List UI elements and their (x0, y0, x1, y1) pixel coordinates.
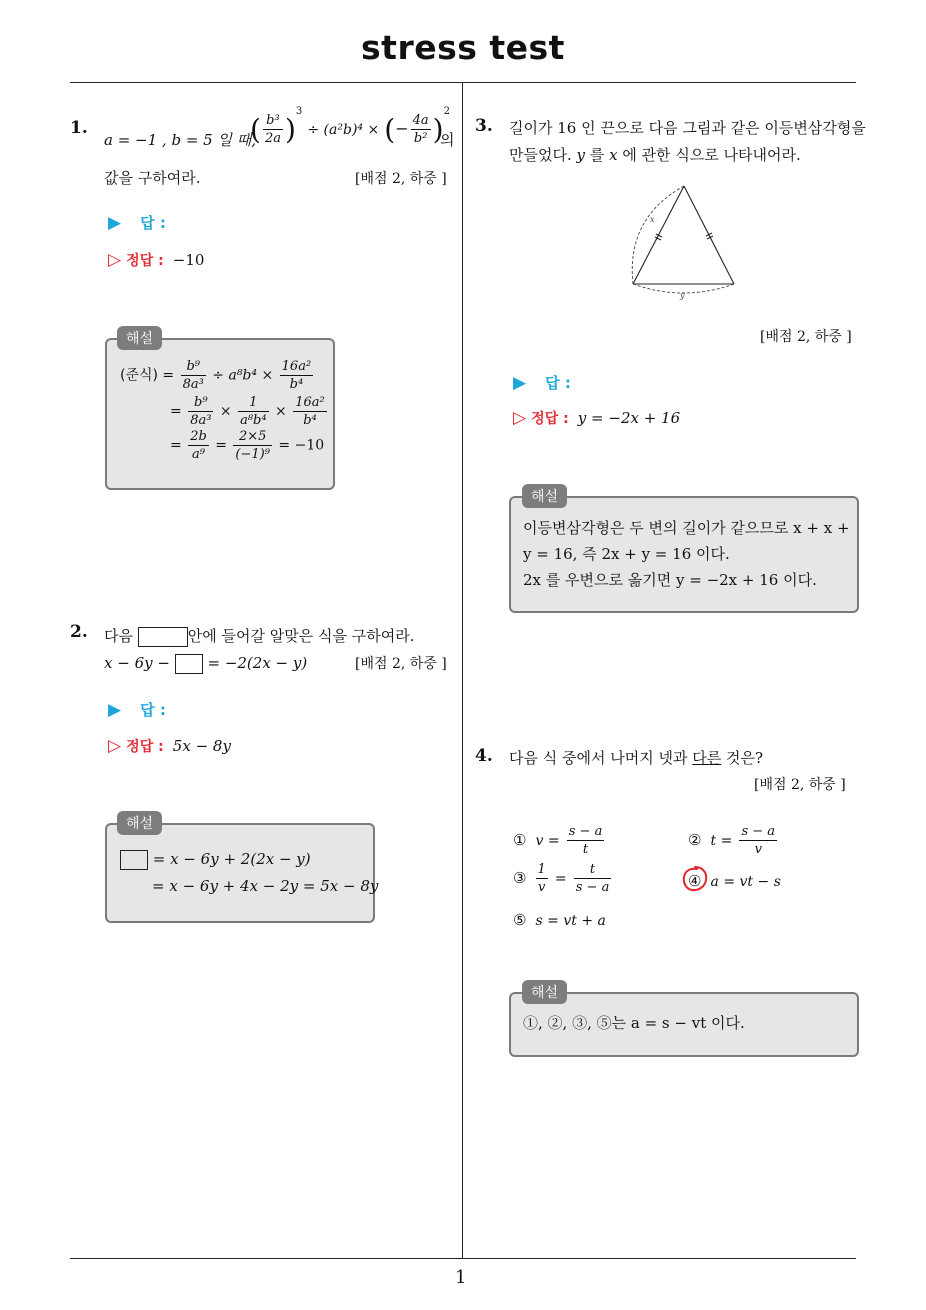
q2-explain-blank-box (120, 850, 148, 870)
answer-arrow-icon: ▶ (108, 700, 122, 720)
q1-score: [배점 2, 하중 ] (355, 171, 447, 187)
q2-explain-box (105, 823, 375, 923)
q4-number: 4. (475, 746, 493, 766)
q3-number: 3. (475, 116, 493, 136)
page-number: 1 (455, 1267, 467, 1288)
q1-key-value: −10 (172, 251, 205, 269)
fig-x-label: x (650, 215, 655, 224)
column-divider (462, 83, 463, 1259)
q1-number: 1. (70, 118, 88, 138)
q1-key-row (108, 250, 204, 270)
q4-score: [배점 2, 하중 ] (754, 777, 846, 793)
fig-y-label: y (680, 291, 685, 300)
q4-option-2[interactable]: ② t = $\frac{s - a}{v}$ (688, 824, 776, 857)
q2-key-value: 5x − 8y (172, 737, 231, 755)
q3-key-value: y = −2x + 16 (577, 409, 681, 427)
q1-explain-row1: (준식) = $\frac{\text{b⁹}}{\text{8a³}}$ ÷ a⁸b⁴ × $\frac{\text{16a²}}{\text{b⁴}}$ (120, 359, 312, 392)
footer-rule (70, 1258, 856, 1259)
q2-answer-label: 답 : (140, 701, 166, 719)
q1-key-label: 정답 : (126, 253, 164, 269)
q1-condition: a = −1 , b = 5 일 때, (104, 131, 256, 149)
q4-line1: 다음 식 중에서 나머지 넷과 다른 것은? (509, 749, 764, 767)
key-arrow-icon: ▷ (108, 250, 122, 270)
q2-explain-line2: = x − 6y + 4x − 2y = 5x − 8y (152, 877, 379, 895)
q2-line2: x − 6y − = −2(2x − y) (104, 654, 308, 672)
q1-expression: ( $\frac{\text{b³}}{2a}$ )$^3$ ÷ (a²b)⁴ × (− $\frac{4a}{\text{b²}}$ )$^2$ (250, 105, 450, 146)
q3-answer-row (513, 372, 571, 393)
answer-arrow-icon: ▶ (513, 373, 527, 393)
q2-answer-row (108, 699, 166, 720)
q1-answer-label: 답 : (140, 214, 166, 232)
page-title: stress test (361, 28, 565, 67)
header-rule (70, 82, 856, 83)
q1-line2: 값을 구하여라. (104, 169, 201, 187)
q2-explain-tag: 해설 (117, 811, 162, 835)
q2-key-row (108, 736, 231, 756)
key-arrow-icon: ▷ (513, 408, 527, 428)
q1-explain-tag: 해설 (117, 326, 162, 350)
q1-explain-row3: = $\frac{2b}{\text{a⁹}}$ = $\frac{2\times 5}{\text{(−1)⁹}}$ = −10 (170, 429, 325, 462)
q4-option-4[interactable]: ④ a = vt − s (688, 872, 781, 890)
key-arrow-icon: ▷ (108, 736, 122, 756)
q3-line1: 길이가 16 인 끈으로 다음 그림과 같은 이등변삼각형을 (509, 119, 866, 137)
q4-option-3[interactable]: ③ $\frac{1}{v}$ = $\frac{t}{s - a}$ (513, 862, 610, 895)
q3-triangle-figure (620, 178, 750, 302)
q1-explain-row2: = $\frac{\text{b⁹}}{\text{8a³}}$ × $\frac{1}{\text{a⁸b⁴}}$ × $\frac{\text{16a²}}{\text{b⁴}}$ (170, 395, 325, 428)
q3-line2: 만들었다. y 를 x 에 관한 식으로 나타내어라. (509, 146, 801, 164)
q2-line1: 다음 안에 들어갈 알맞은 식을 구하여라. (104, 627, 415, 645)
q3-explain-line3: 2x 를 우변으로 옮기면 y = −2x + 16 이다. (523, 571, 817, 589)
q2-number: 2. (70, 622, 88, 642)
q1-answer-row (108, 212, 166, 233)
q3-explain-line2: y = 16, 즉 2x + y = 16 이다. (523, 545, 730, 563)
q2-score: [배점 2, 하중 ] (355, 656, 447, 672)
q3-key-label: 정답 : (531, 411, 569, 427)
q4-selected-answer-mark (680, 864, 710, 894)
q2-blank-box-small (175, 654, 203, 674)
q3-answer-label: 답 : (545, 374, 571, 392)
q3-explain-tag: 해설 (522, 484, 567, 508)
q1-tail: 의 (440, 131, 455, 149)
q2-key-label: 정답 : (126, 739, 164, 755)
q3-key-row (513, 408, 680, 428)
q4-explain-text: ①, ②, ③, ⑤는 a = s − vt 이다. (523, 1014, 745, 1032)
answer-arrow-icon: ▶ (108, 213, 122, 233)
q3-explain-line1: 이등변삼각형은 두 변의 길이가 같으므로 x + x + (523, 519, 850, 537)
q2-blank-box (138, 627, 188, 647)
q4-explain-tag: 해설 (522, 980, 567, 1004)
q3-score: [배점 2, 하중 ] (760, 329, 852, 345)
q4-option-5[interactable]: ⑤ s = vt + a (513, 911, 606, 929)
q4-option-1[interactable]: ① v = $\frac{s - a}{t}$ (513, 824, 603, 857)
q2-explain-line1: = x − 6y + 2(2x − y) (120, 849, 311, 870)
